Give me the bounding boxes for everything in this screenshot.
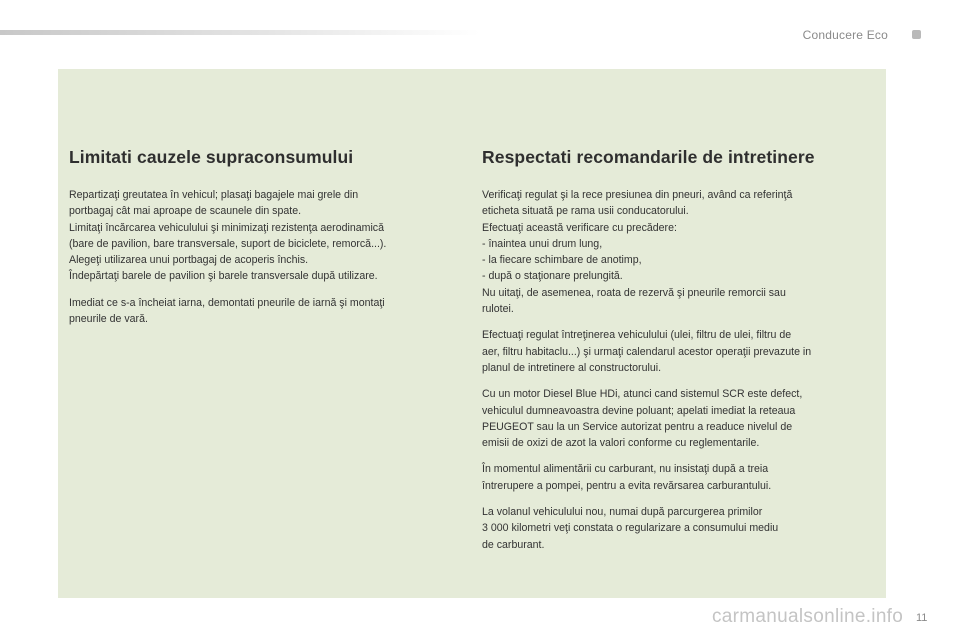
left-paragraphs: [69, 187, 455, 327]
right-column: [482, 147, 874, 563]
corner-marker-icon: [912, 30, 921, 39]
body-paragraph: [69, 187, 455, 285]
paragraph-line: eticheta situată pe rama usii conducatorului.: [482, 205, 689, 218]
paragraph-line: rulotei.: [482, 303, 514, 316]
paragraph-line: - după o staţionare prelungită.: [482, 270, 623, 283]
right-paragraphs: [482, 187, 874, 553]
body-paragraph: [482, 327, 874, 376]
paragraph-line: de carburant.: [482, 538, 545, 551]
paragraph-line: Limitaţi încărcarea vehiculului şi minimizaţi rezistenţa aerodinamică: [69, 221, 384, 234]
body-paragraph: [69, 295, 455, 328]
body-paragraph: [482, 187, 874, 317]
watermark: carmanualsonline.info: [712, 606, 904, 627]
paragraph-line: 3 000 kilometri veţi constata o regularizare a consumului mediu: [482, 522, 779, 535]
paragraph-line: - la fiecare schimbare de anotimp,: [482, 254, 642, 267]
left-column: [69, 147, 455, 337]
paragraph-line: (bare de pavilion, bare transversale, suport de biciclete, remorcă...).: [69, 237, 387, 250]
page-number: 11: [916, 612, 928, 624]
paragraph-line: Verificaţi regulat şi la rece presiunea din pneuri, având ca referinţă: [482, 189, 793, 201]
paragraph-line: Efectuaţi regulat întreţinerea vehiculului (ulei, filtru de ulei, filtru de: [482, 329, 792, 342]
content-panel: [58, 69, 886, 598]
paragraph-line: În momentul alimentării cu carburant, nu insistaţi după a treia: [482, 463, 769, 476]
paragraph-line: emisii de oxizi de azot la valori conforme cu reglementarile.: [482, 437, 760, 450]
body-paragraph: [482, 386, 874, 451]
paragraph-line: Alegeţi utilizarea unui portbagaj de acoperis închis.: [69, 254, 309, 267]
paragraph-line: întrerupere a pompei, pentru a evita revărsarea carburantului.: [482, 479, 772, 492]
paragraph-line: Îndepărtaţi barele de pavilion şi barele transversale după utilizare.: [69, 270, 378, 283]
paragraph-line: Repartizaţi greutatea în vehicul; plasaţi bagajele mai grele din: [69, 189, 359, 201]
left-heading: Limitati cauzele supraconsumului: [69, 147, 354, 167]
paragraph-line: La volanul vehiculului nou, numai după parcurgerea primilor: [482, 506, 763, 519]
paragraph-line: PEUGEOT sau la un Service autorizat pentru a readuce nivelul de: [482, 420, 793, 433]
paragraph-line: Imediat ce s-a încheiat iarna, demontati pneurile de iarnă şi montaţi: [69, 296, 385, 309]
paragraph-line: pneurile de vară.: [69, 313, 148, 326]
section-title: Conducere Eco: [802, 28, 888, 42]
right-heading: Respectati recomandarile de intretinere: [482, 147, 815, 167]
paragraph-line: planul de intretinere al constructorului.: [482, 361, 662, 374]
paragraph-line: portbagaj cât mai aproape de scaunele din spate.: [69, 205, 302, 218]
body-paragraph: [482, 461, 874, 494]
header-decorative-bar: [0, 30, 480, 35]
paragraph-line: Cu un motor Diesel Blue HDi, atunci cand sistemul SCR este defect,: [482, 388, 803, 401]
paragraph-line: Nu uitaţi, de asemenea, roata de rezervă şi pneurile remorcii sau: [482, 286, 786, 299]
paragraph-line: aer, filtru habitaclu...) şi urmaţi calendarul acestor operaţii prevazute in: [482, 345, 812, 358]
paragraph-line: vehiculul dumneavoastra devine poluant; apelati imediat la reteaua: [482, 404, 796, 417]
body-paragraph: [482, 504, 874, 553]
paragraph-line: Efectuaţi această verificare cu precădere:: [482, 221, 677, 234]
paragraph-line: - înaintea unui drum lung,: [482, 237, 603, 250]
